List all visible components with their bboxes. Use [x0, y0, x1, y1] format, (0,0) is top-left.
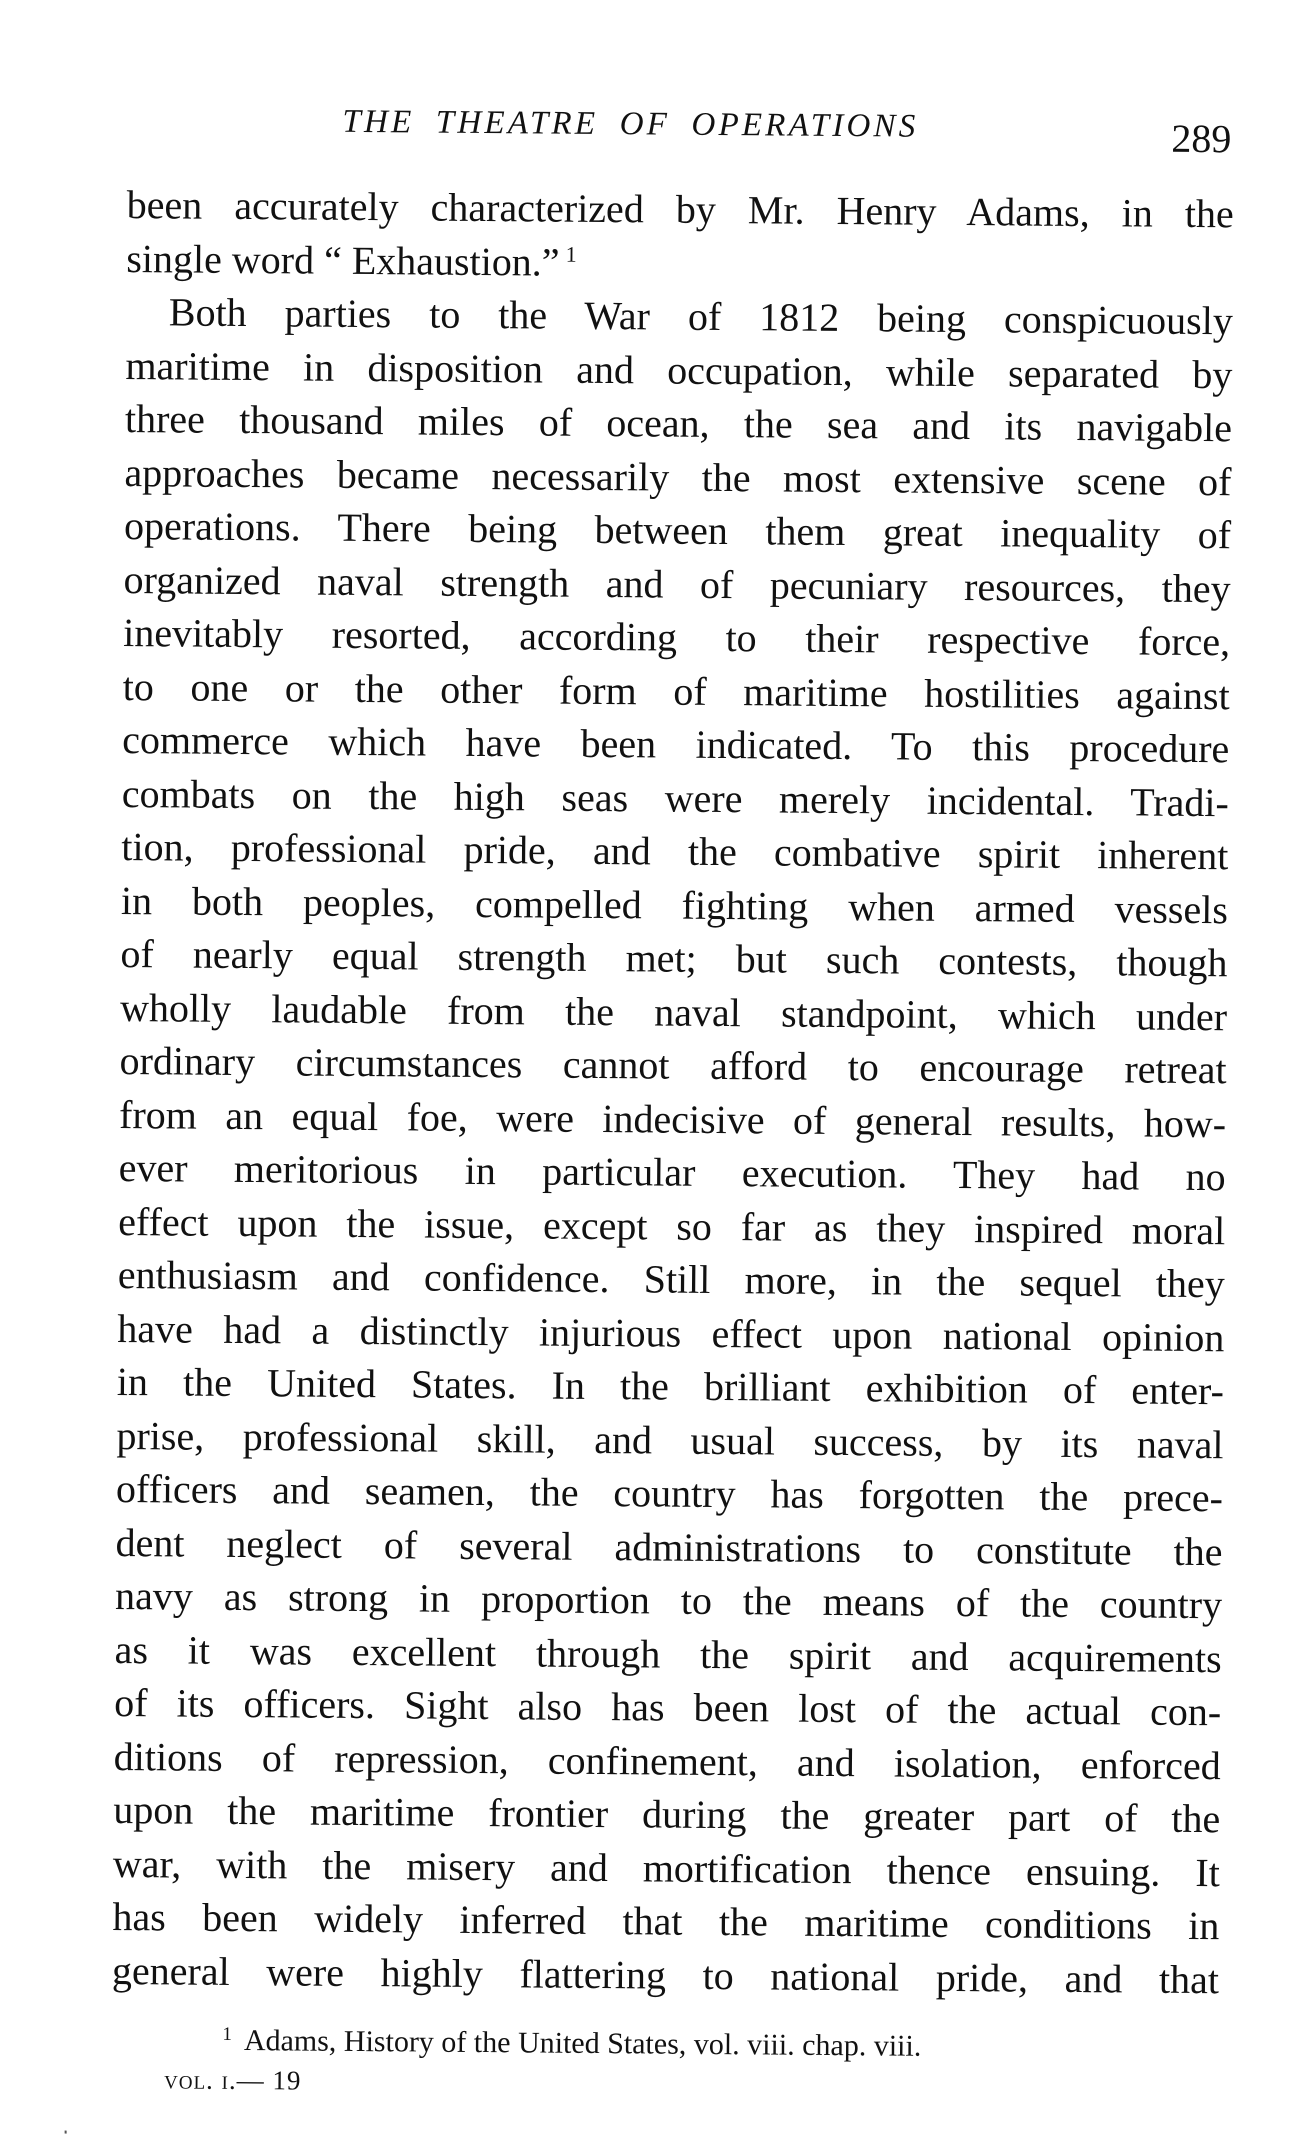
text-line: inevitably resorted, according to their respective force,	[123, 609, 1231, 665]
body-text	[112, 178, 1234, 2006]
text-line: officers and seamen, the country has forgotten the prece-	[115, 1465, 1224, 1521]
text-line: wholly laudable from the naval standpoint, which under	[119, 984, 1228, 1039]
text-line: enthusiasm and confidence. Still more, in the sequel they	[117, 1251, 1225, 1307]
text-line: upon the maritime frontier during the greater part of the	[113, 1786, 1221, 1842]
text-line: ordinary circumstances cannot afford to encourage retreat	[119, 1037, 1227, 1093]
text-line: general were highly flattering to national pride, and that	[111, 1947, 1220, 2002]
text-line-paragraph-start: Both parties to the War of 1812 being conspicuously	[168, 289, 1234, 344]
text-line: effect upon the issue, except so far as they inspired moral	[118, 1198, 1226, 1253]
text-line: been accurately characterized by Mr. Henry Adams, in the	[126, 181, 1234, 237]
text-line: organized naval strength and of pecuniary resources, they	[123, 556, 1231, 611]
scan-speck	[65, 2131, 67, 2134]
text-line: prise, professional skill, and usual success, by its naval	[116, 1412, 1224, 1467]
footnote-text: Adams, History of the United States, vol. viii. chap. viii.	[243, 2024, 922, 2063]
text-line: of its officers. Sight also has been lost of the actual con-	[114, 1679, 1222, 1735]
footnote	[222, 2023, 921, 2065]
text-line: navy as strong in proportion to the means of the country	[114, 1572, 1223, 1628]
text-line-content: single word “ Exhaustion.”	[126, 235, 560, 285]
text-line: maritime in disposition and occupation, while separated by	[125, 342, 1233, 397]
text-line: dent neglect of several administrations to constitute the	[115, 1519, 1223, 1574]
text-line: ditions of repression, confinement, and isolation, enforced	[113, 1733, 1221, 1788]
signature-mark: vol. i.— 19	[163, 2064, 302, 2096]
text-line: commerce which have been indicated. To this procedure	[122, 716, 1230, 772]
running-title: THE THEATRE OF OPERATIONS	[342, 103, 919, 145]
text-line: to one or the other form of maritime hostilities against	[122, 663, 1230, 718]
text-line: have had a distinctly injurious effect upon national opinion	[117, 1305, 1225, 1360]
text-line-paragraph-end	[126, 231, 1233, 294]
text-line: three thousand miles of ocean, the sea and its navigable	[124, 395, 1233, 451]
text-line: has been widely inferred that the maritime conditions in	[112, 1893, 1220, 1949]
page-number: 289	[1171, 115, 1232, 162]
text-line: approaches became necessarily the most extensive scene of	[124, 449, 1232, 504]
text-line: from an equal foe, were indecisive of general results, how-	[118, 1091, 1227, 1146]
text-line: in the United States. In the brilliant exhibition of enter-	[116, 1358, 1225, 1414]
text-line: operations. There being between them great inequality of	[123, 502, 1232, 558]
text-line: in both peoples, compelled fighting when armed vessels	[120, 877, 1229, 932]
text-line: tion, professional pride, and the combative spirit inherent	[121, 823, 1229, 879]
footnote-mark: 1	[222, 2023, 233, 2045]
footnote-reference: 1	[565, 241, 577, 267]
text-line: of nearly equal strength met; but such contests, though	[120, 930, 1228, 986]
text-line: combats on the high seas were merely incidental. Tradi-	[121, 770, 1229, 825]
text-line: war, with the misery and mortification thence ensuing. It	[112, 1840, 1221, 1895]
text-line: ever meritorious in particular execution. They had no	[118, 1144, 1226, 1200]
text-line: as it was excellent through the spirit and acquirements	[114, 1626, 1222, 1681]
